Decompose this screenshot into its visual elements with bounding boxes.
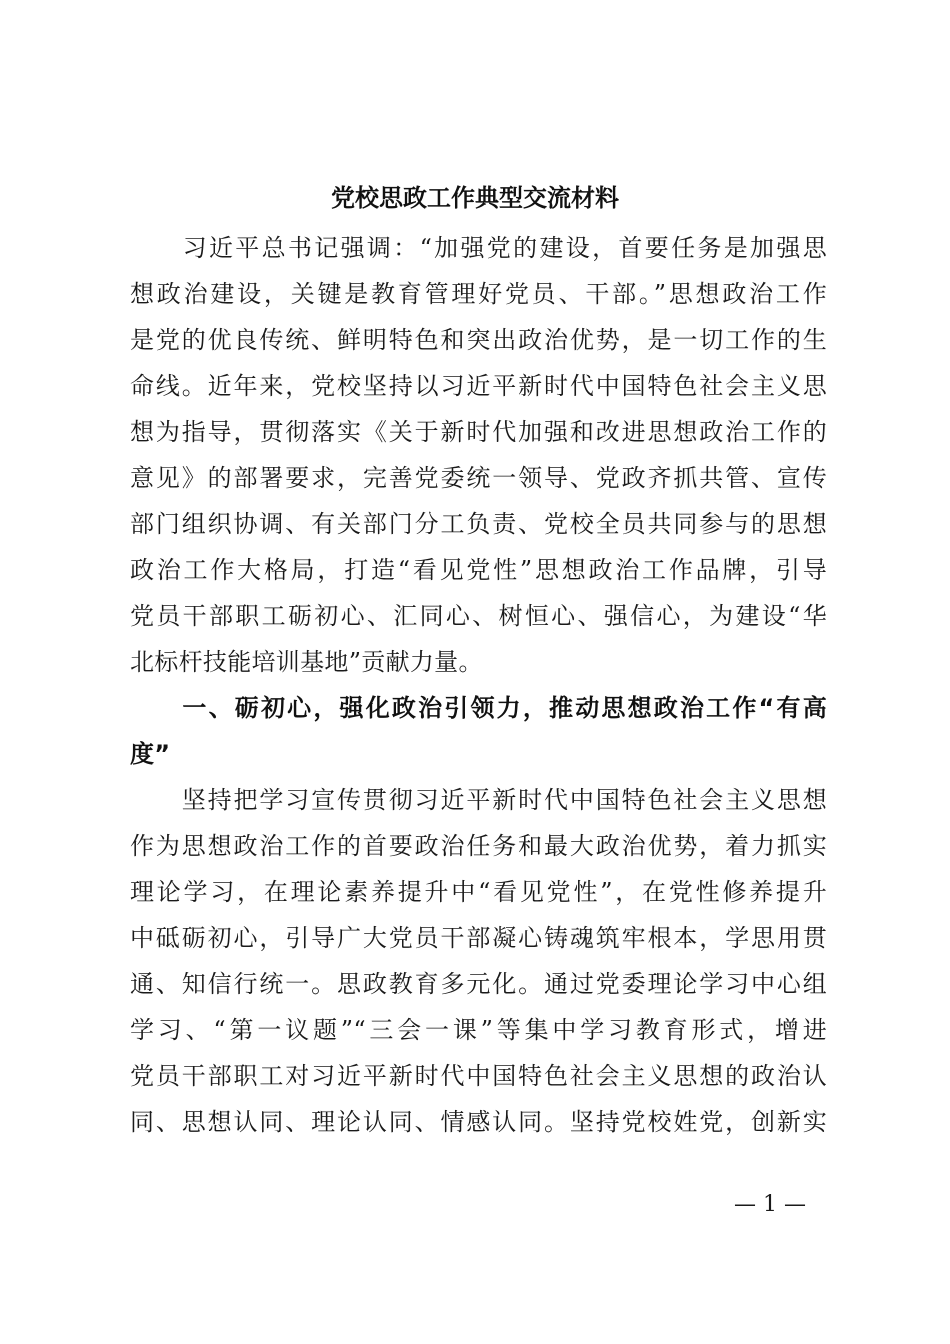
intro-line: 政治工作大格局，打造“看见党性”思想政治工作品牌，引导	[130, 556, 827, 584]
document-title: 党校思政工作典型交流材料	[331, 183, 619, 212]
intro-line: 北标杆技能培训基地”贡献力量。	[130, 648, 483, 676]
section-body-line: 同、思想认同、理论认同、情感认同。坚持党校姓党，创新实	[130, 1108, 827, 1136]
intro-line: 部门组织协调、有关部门分工负责、党校全员共同参与的思想	[130, 510, 827, 538]
section-body-line: 通、知信行统一。思政教育多元化。通过党委理论学习中心组	[130, 970, 827, 998]
intro-line: 命线。近年来，党校坚持以习近平新时代中国特色社会主义思	[130, 372, 827, 400]
section-heading: 一、砺初心，强化政治引领力，推动思想政治工作“有高	[130, 694, 827, 722]
intro-line: 想政治建设，关键是教育管理好党员、干部。”思想政治工作	[130, 280, 827, 308]
section-heading: 度”	[130, 740, 171, 768]
section-body-line: 中砥砺初心，引导广大党员干部凝心铸魂筑牢根本，学思用贯	[130, 924, 827, 952]
page-number: — 1 —	[734, 1192, 806, 1217]
intro-line: 是党的优良传统、鲜明特色和突出政治优势，是一切工作的生	[130, 326, 827, 354]
intro-line: 意见》的部署要求，完善党委统一领导、党政齐抓共管、宣传	[130, 464, 827, 492]
section-body-line: 理论学习，在理论素养提升中“看见党性”，在党性修养提升	[130, 878, 827, 906]
intro-line: 习近平总书记强调：“加强党的建设，首要任务是加强思	[130, 234, 827, 262]
intro-line: 党员干部职工砺初心、汇同心、树恒心、强信心，为建设“华	[130, 602, 827, 630]
section-body-line: 作为思想政治工作的首要政治任务和最大政治优势，着力抓实	[130, 832, 827, 860]
section-body-line: 坚持把学习宣传贯彻习近平新时代中国特色社会主义思想	[130, 786, 827, 814]
section-body-line: 党员干部职工对习近平新时代中国特色社会主义思想的政治认	[130, 1062, 827, 1090]
intro-line: 想为指导，贯彻落实《关于新时代加强和改进思想政治工作的	[130, 418, 827, 446]
section-body-line: 学习、“第一议题”“三会一课”等集中学习教育形式，增进	[130, 1016, 827, 1044]
